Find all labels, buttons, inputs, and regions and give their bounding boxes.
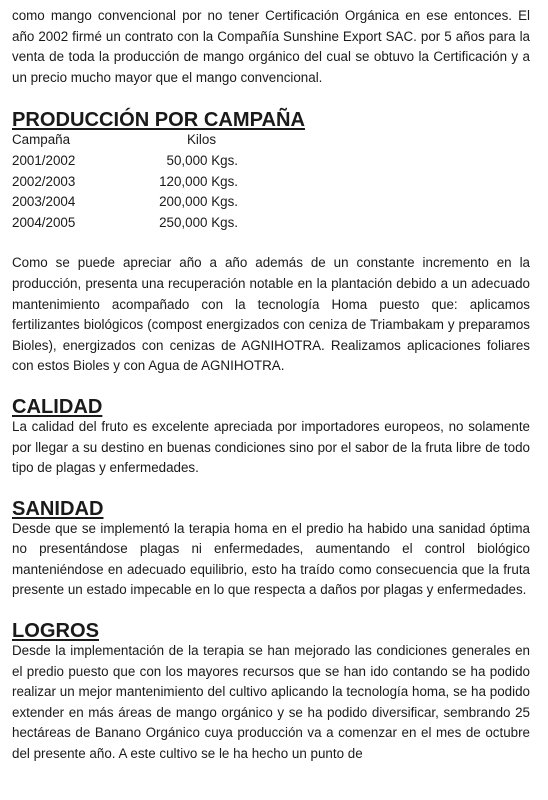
campana-cell: 2002/2003 [12,173,76,189]
calidad-paragraph: La calidad del fruto es excelente apreciada por importadores europeos, no solamente por llegar a su destino en buenas condiciones sino por el sabor de la fruta libre de todo tipo de plagas y enfermedades. [12,418,530,476]
logros-heading: LOGROS [12,620,100,643]
kilos-cell: 250,000 Kgs. [159,214,238,230]
calidad-heading: CALIDAD [12,395,103,418]
header-kilos: Kilos [187,132,217,148]
sanidad-heading: SANIDAD [12,497,104,520]
document-page [12,6,530,765]
table-row [12,172,238,193]
table-row [12,192,238,213]
sanidad-paragraph: Desde que se implementó la terapia homa en el predio ha habido una sanidad óptima no presentándose plagas ni enfermedades, aumentando el control biológico manteniéndose en adecuado equilibrio, esto ha traído como consecuencia que la fruta presente un estado impecable en lo que respecta a daños por plagas y enfermedades. [12,520,530,598]
table-row [12,213,238,234]
campana-cell: 2004/2005 [12,214,76,230]
campana-cell: 2001/2002 [12,152,76,168]
table-row [12,151,238,172]
produccion-paragraph: Como se puede apreciar año a año además de un constante incremento en la producción, presenta una recuperación notable en la plantación debido a un adecuado mantenimiento acompañado con la tecnología Homa puesto que: aplicamos fertilizantes biológicos (compost energizados con ceniza de Triambakam y preparamos Bioles), energizados con cenizas de AGNIHOTRA. Realizamos aplicaciones foliares con estos Bioles y con Agua de AGNIHOTRA. [12,255,530,374]
logros-paragraph: Desde la implementación de la terapia se han mejorado las condiciones generales en el predio puesto que con los mayores recursos que se han ido contando se ha podido realizar un mejor mantenimiento del cultivo aplicando la tecnología homa, se ha podido extender en más áreas de mango orgánico y se ha podido diversificar, sembrando 25 hectáreas de Banano Orgánico cuya producción va a comenzar en el mes de octubre del presente año. A este cultivo se le ha hecho un punto de [12,643,530,762]
production-table-header [12,130,238,151]
campana-cell: 2003/2004 [12,194,76,210]
intro-paragraph: como mango convencional por no tener Certificación Orgánica en ese entonces. El año 2002 firmé un contrato con la Compañía Sunshine Export SAC. por 5 años para la venta de toda la producción de mango orgánico del cual se obtuvo la Certificación y a un precio mucho mayor que el mango convencional. [12,8,530,85]
production-table [12,130,238,233]
kilos-cell: 200,000 Kgs. [159,194,238,210]
produccion-heading: PRODUCCIÓN POR CAMPAÑA [12,109,305,132]
kilos-cell: 50,000 Kgs. [166,152,238,168]
kilos-cell: 120,000 Kgs. [159,173,238,189]
header-campana: Campaña [12,132,71,148]
